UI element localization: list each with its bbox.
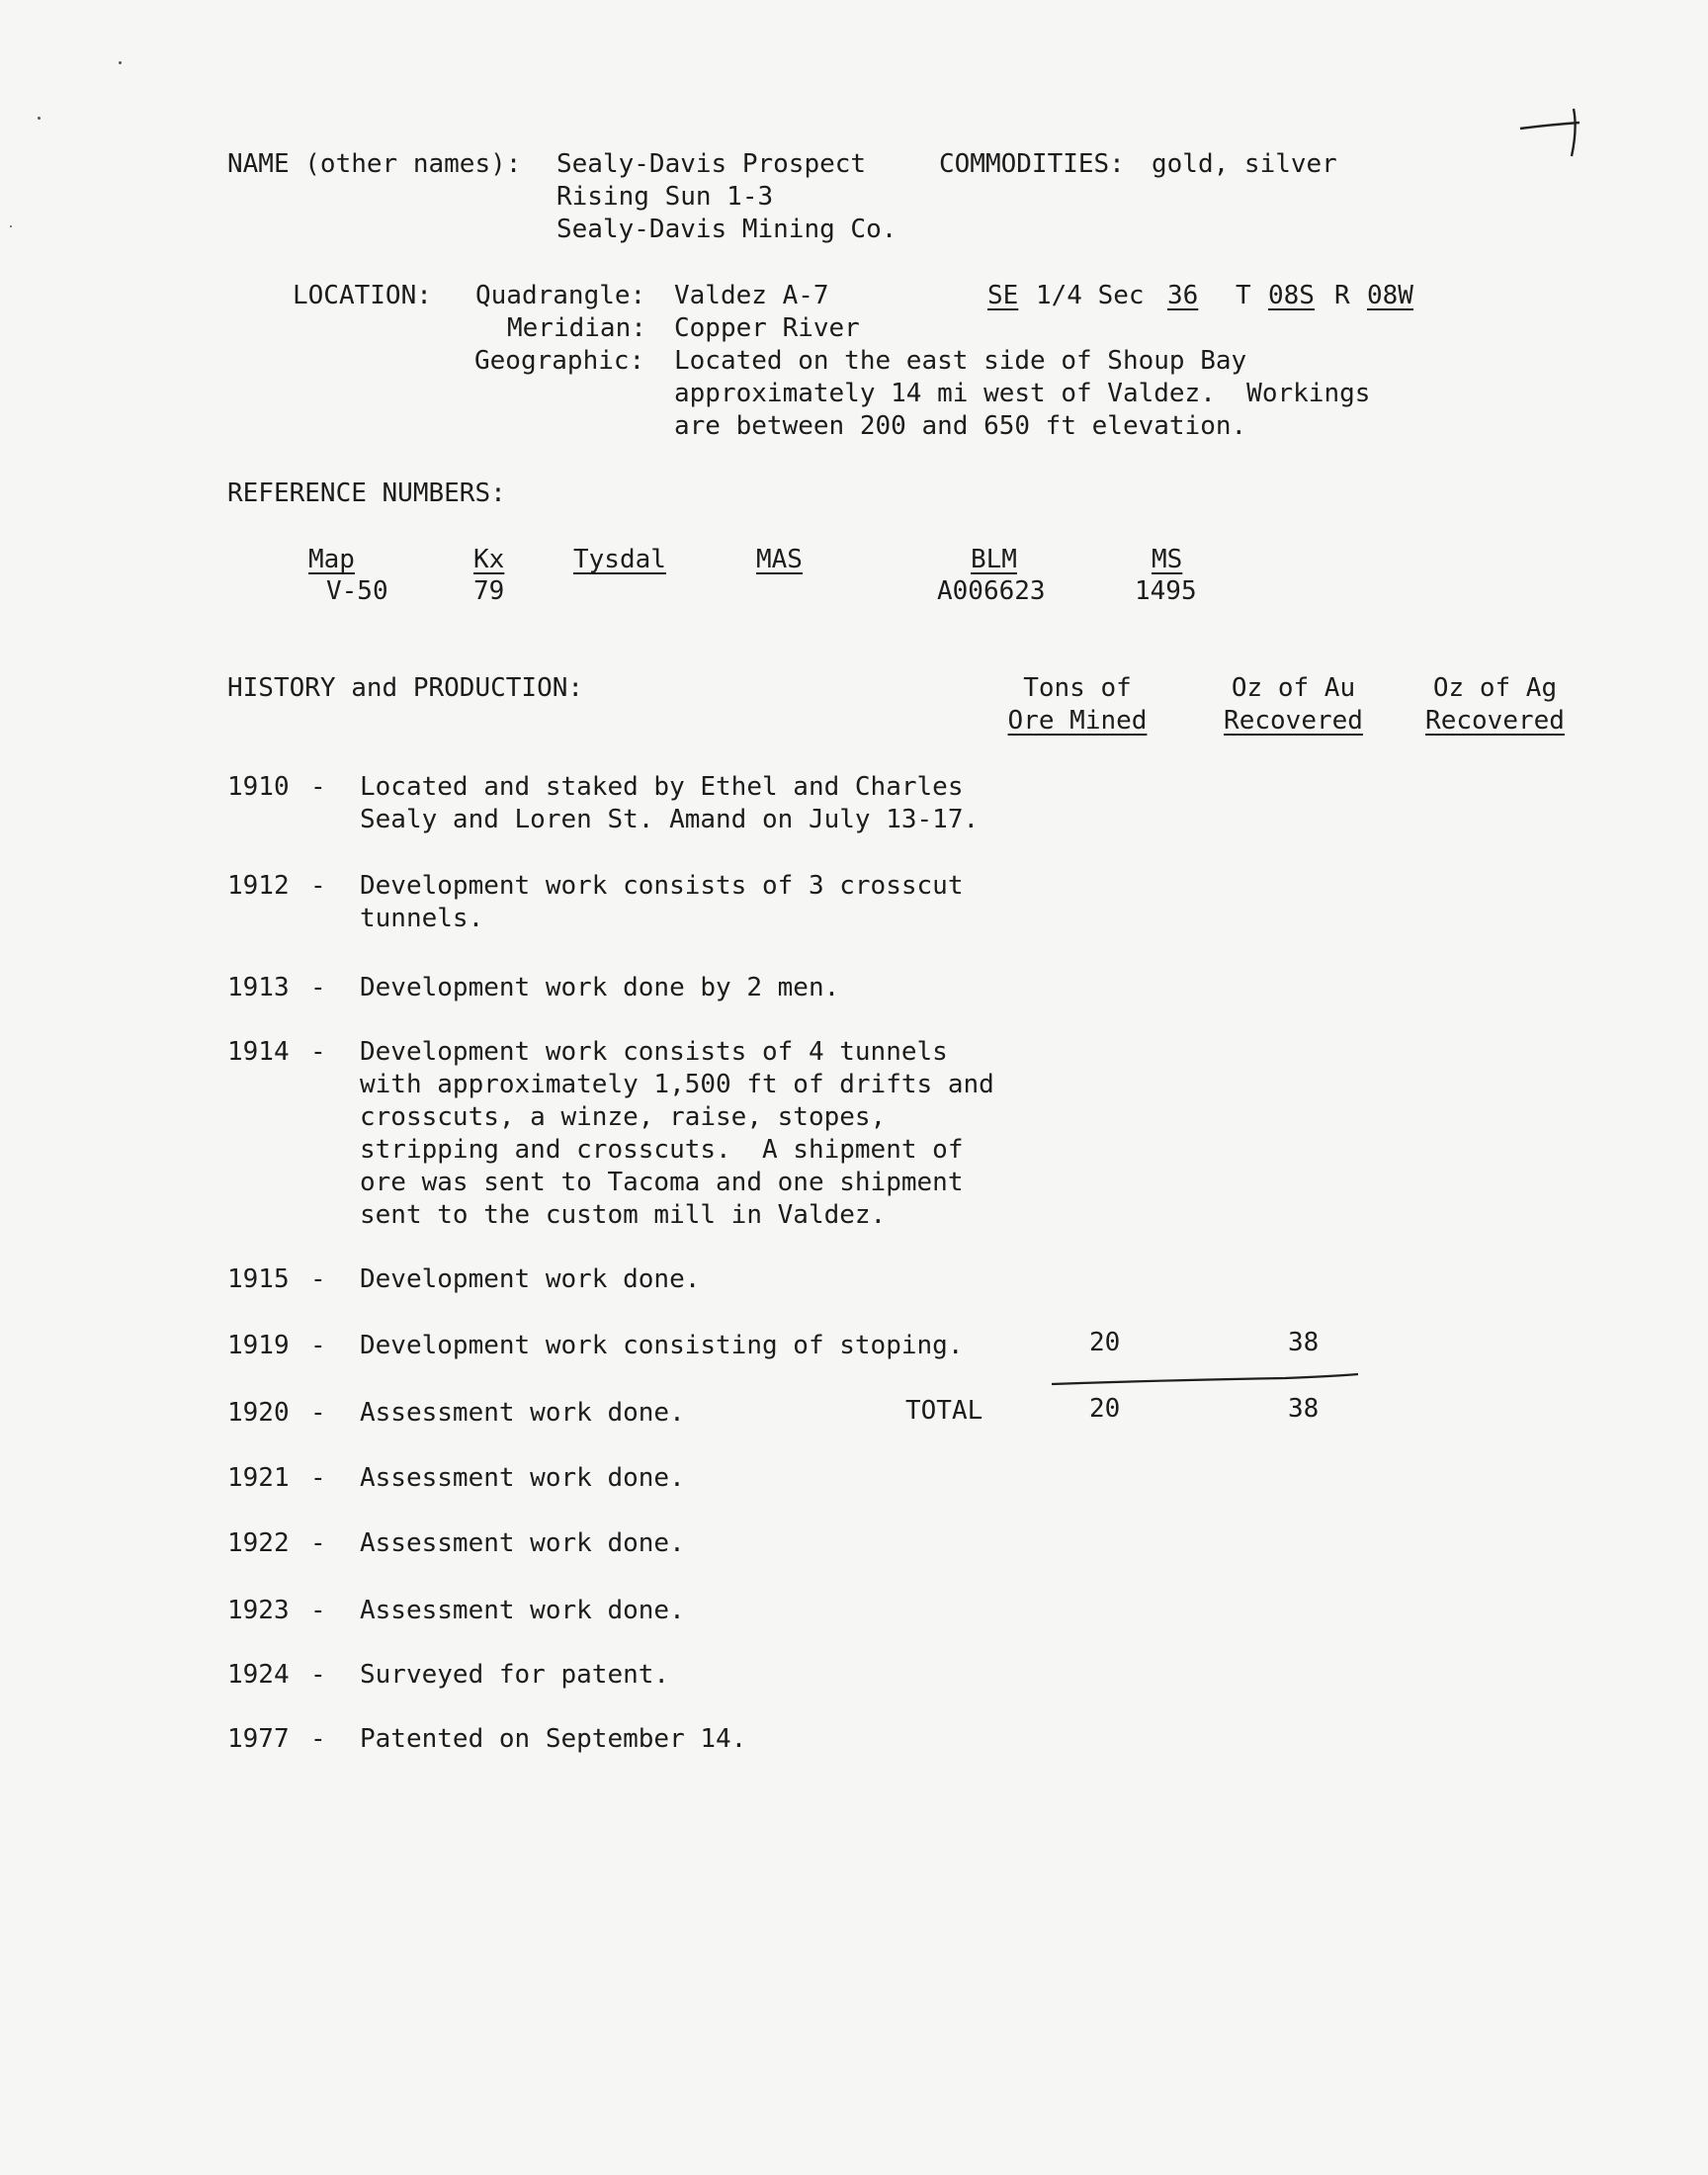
col-tons-line2: Ore Mined [1007, 706, 1148, 736]
quarter-value: SE [987, 281, 1019, 310]
township-value: 08S [1268, 281, 1315, 310]
ref-value-blm: A006623 [937, 576, 1046, 606]
geographic-line-2: approximately 14 mi west of Valdez. Workings [674, 379, 1371, 408]
entry-dash: - [310, 871, 326, 901]
entry-line: stripping and crosscuts. A shipment of [360, 1135, 964, 1165]
quadrangle-label: Quadrangle: [475, 281, 646, 310]
reference-numbers-label: REFERENCE NUMBERS: [227, 478, 506, 508]
production-au: 38 [1288, 1328, 1320, 1357]
ref-header-kx: Kx [473, 545, 505, 574]
scan-speck [38, 117, 41, 120]
total-tons: 20 [1089, 1394, 1121, 1424]
entry-line: sent to the custom mill in Valdez. [360, 1200, 887, 1230]
entry-line: Development work done by 2 men. [360, 973, 840, 1002]
col-au-line1: Oz of Au [1231, 673, 1356, 703]
col-ag-line1: Oz of Ag [1432, 673, 1558, 703]
entry-line: crosscuts, a winze, raise, stopes, [360, 1102, 887, 1132]
entry-year: 1914 [227, 1037, 290, 1067]
total-au: 38 [1288, 1394, 1320, 1424]
entry-line: Assessment work done. [360, 1596, 685, 1625]
scan-speck [119, 61, 122, 64]
entry-line: Development work done. [360, 1264, 701, 1294]
ref-value-ms: 1495 [1135, 576, 1197, 606]
entry-dash: - [310, 1724, 326, 1754]
entry-year: 1920 [227, 1398, 290, 1428]
col-ag-line2: Recovered [1425, 706, 1565, 736]
section-value: 36 [1167, 281, 1199, 310]
col-tons-line1: Tons of [1023, 673, 1132, 703]
entry-dash: - [310, 772, 326, 802]
entry-year: 1910 [227, 772, 290, 802]
production-tons: 20 [1089, 1328, 1121, 1357]
entry-dash: - [310, 1660, 326, 1690]
name-other-2: Sealy-Davis Mining Co. [556, 215, 897, 244]
range-value: 08W [1367, 281, 1413, 310]
entry-line: Development work consisting of stoping. [360, 1331, 964, 1360]
entry-line: Assessment work done. [360, 1528, 685, 1558]
entry-year: 1915 [227, 1264, 290, 1294]
name-primary: Sealy-Davis Prospect [556, 149, 867, 179]
ref-header-tysdal: Tysdal [573, 545, 666, 574]
entry-year: 1921 [227, 1463, 290, 1493]
commodities-value: gold, silver [1152, 149, 1337, 179]
entry-line: Located and staked by Ethel and Charles [360, 772, 964, 802]
geographic-line-1: Located on the east side of Shoup Bay [674, 346, 1247, 376]
quadrangle-value: Valdez A-7 [674, 281, 829, 310]
ref-header-map: Map [308, 545, 355, 574]
entry-year: 1919 [227, 1331, 290, 1360]
col-au-line2: Recovered [1224, 706, 1363, 736]
commodities-label: COMMODITIES: [939, 149, 1125, 179]
entry-year: 1913 [227, 973, 290, 1002]
entry-dash: - [310, 1264, 326, 1294]
entry-dash: - [310, 1596, 326, 1625]
entry-year: 1924 [227, 1660, 290, 1690]
geographic-line-3: are between 200 and 650 ft elevation. [674, 411, 1247, 441]
entry-dash: - [310, 1398, 326, 1428]
ref-header-blm: BLM [971, 545, 1017, 574]
entry-line: Assessment work done. [360, 1463, 685, 1493]
name-other-1: Rising Sun 1-3 [556, 182, 774, 212]
entry-line: Patented on September 14. [360, 1724, 747, 1754]
meridian-label: Meridian: [507, 313, 646, 343]
quarter-section-label: 1/4 Sec [1036, 281, 1145, 310]
entry-line: Development work consists of 4 tunnels [360, 1037, 948, 1067]
total-label: TOTAL [905, 1396, 983, 1426]
handwritten-page-mark [1512, 99, 1601, 168]
entry-year: 1923 [227, 1596, 290, 1625]
entry-dash: - [310, 1037, 326, 1067]
entry-dash: - [310, 1463, 326, 1493]
entry-year: 1922 [227, 1528, 290, 1558]
entry-dash: - [310, 1331, 326, 1360]
entry-line: Assessment work done. [360, 1398, 685, 1428]
name-label: NAME (other names): [227, 149, 522, 179]
ref-value-kx: 79 [473, 576, 505, 606]
entry-line: Surveyed for patent. [360, 1660, 670, 1690]
entry-line: Sealy and Loren St. Amand on July 13-17. [360, 805, 980, 834]
range-label: R [1334, 281, 1350, 310]
township-label: T [1236, 281, 1251, 310]
entry-line: Development work consists of 3 crosscut [360, 871, 964, 901]
handwritten-total-rule [1048, 1366, 1364, 1390]
ref-header-mas: MAS [756, 545, 803, 574]
entry-line: ore was sent to Tacoma and one shipment [360, 1168, 964, 1197]
entry-year: 1977 [227, 1724, 290, 1754]
meridian-value: Copper River [674, 313, 860, 343]
entry-line: with approximately 1,500 ft of drifts and [360, 1070, 994, 1099]
scan-speck [10, 225, 12, 227]
entry-year: 1912 [227, 871, 290, 901]
ref-header-ms: MS [1152, 545, 1183, 574]
ref-value-map: V-50 [326, 576, 388, 606]
entry-line: tunnels. [360, 904, 484, 933]
entry-dash: - [310, 973, 326, 1002]
entry-dash: - [310, 1528, 326, 1558]
location-label: LOCATION: [293, 281, 432, 310]
history-label: HISTORY and PRODUCTION: [227, 673, 584, 703]
geographic-label: Geographic: [474, 346, 645, 376]
